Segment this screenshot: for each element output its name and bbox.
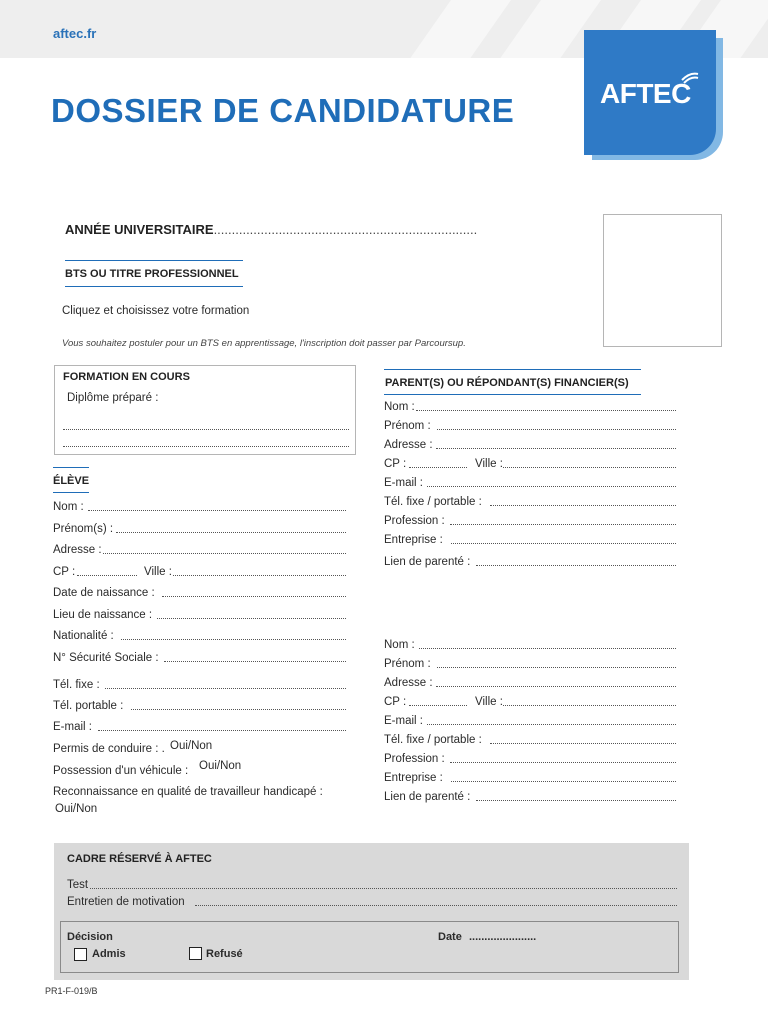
parent2-entreprise-label: Entreprise :: [384, 772, 443, 784]
eleve-tel-portable-label: Tél. portable :: [53, 700, 124, 712]
annee-universitaire: [65, 222, 477, 237]
parent1-entreprise-field[interactable]: [451, 534, 676, 544]
parent1-entreprise-label: Entreprise :: [384, 534, 443, 546]
parent2-lien-label: Lien de parenté :: [384, 791, 471, 803]
parent2-nom-label: Nom :: [384, 639, 415, 651]
eleve-cp-label: CP :: [53, 566, 76, 578]
parent1-email-field[interactable]: [427, 477, 676, 487]
parcoursup-note: Vous souhaitez postuler pour un BTS en apprentissage, l'inscription doit passer par Parcoursup.: [62, 338, 466, 349]
parent1-nom-label: Nom :: [384, 401, 415, 413]
parent1-lien-label: Lien de parenté :: [384, 556, 471, 568]
parent2-cp-label: CP :: [384, 696, 407, 708]
eleve-permis-value[interactable]: Oui/Non: [170, 740, 213, 752]
parent1-email-label: E-mail :: [384, 477, 423, 489]
eleve-rule-bottom: [53, 492, 89, 493]
parent2-adresse-field[interactable]: [436, 677, 676, 687]
parent2-ville-label: Ville :: [475, 696, 503, 708]
eleve-lieu-naissance-label: Lieu de naissance :: [53, 609, 153, 621]
parent1-lien-field[interactable]: [476, 556, 676, 566]
parent2-tel-field[interactable]: [490, 734, 676, 744]
parent2-entreprise-field[interactable]: [451, 772, 676, 782]
eleve-nationalite-field[interactable]: [121, 630, 346, 640]
eleve-email-field[interactable]: [98, 721, 346, 731]
diplome-line-1[interactable]: [63, 420, 349, 430]
eleve-secu-label: N° Sécurité Sociale :: [53, 652, 159, 664]
eleve-lieu-naissance-field[interactable]: [157, 609, 346, 619]
admis-label: Admis: [92, 948, 126, 960]
eleve-date-naissance-field[interactable]: [162, 587, 346, 597]
parents-rule-bottom: [384, 394, 641, 395]
annee-dots: .........................................................................: [213, 222, 478, 237]
photo-box: [603, 214, 722, 347]
parent2-adresse-label: Adresse :: [384, 677, 433, 689]
swoosh-icon: [680, 70, 700, 84]
parent2-cp-field[interactable]: [409, 696, 467, 706]
test-field[interactable]: [90, 879, 677, 889]
parent2-email-field[interactable]: [427, 715, 676, 725]
test-label: Test: [67, 879, 89, 891]
eleve-rqth-label: Reconnaissance en qualité de travailleur handicapé :: [53, 786, 323, 798]
eleve-vehicule-value[interactable]: Oui/Non: [199, 760, 242, 772]
formation-select[interactable]: Cliquez et choisissez votre formation: [62, 305, 250, 317]
parent1-cp-label: CP :: [384, 458, 407, 470]
form-code: PR1-F-019/B: [45, 986, 98, 996]
annee-label: ANNÉE UNIVERSITAIRE: [65, 222, 214, 237]
admis-checkbox[interactable]: [74, 948, 87, 961]
eleve-rqth-value[interactable]: Oui/Non: [55, 803, 98, 815]
logo-text: AFTEC: [600, 78, 691, 109]
parent2-prenom-field[interactable]: [437, 658, 676, 668]
eleve-adresse-field[interactable]: [103, 544, 346, 554]
bts-rule-bottom: [65, 286, 243, 287]
eleve-prenoms-label: Prénom(s) :: [53, 523, 114, 535]
parent1-adresse-field[interactable]: [436, 439, 676, 449]
parent1-profession-field[interactable]: [450, 515, 676, 525]
parent1-tel-label: Tél. fixe / portable :: [384, 496, 482, 508]
parent1-cp-field[interactable]: [409, 458, 467, 468]
page-title: DOSSIER DE CANDIDATURE: [51, 92, 515, 129]
parent1-prenom-field[interactable]: [437, 420, 676, 430]
parent1-nom-field[interactable]: [416, 401, 676, 411]
eleve-nom-field[interactable]: [88, 501, 346, 511]
parent2-nom-field[interactable]: [419, 639, 676, 649]
formation-heading: FORMATION EN COURS: [63, 371, 190, 383]
eleve-tel-fixe-label: Tél. fixe :: [53, 679, 100, 691]
eleve-adresse-label: Adresse :: [53, 544, 102, 556]
date-label: Date: [438, 931, 462, 943]
eleve-rule-top: [53, 467, 89, 468]
parents-heading: PARENT(S) OU RÉPONDANT(S) FINANCIER(S): [385, 377, 629, 389]
refuse-checkbox[interactable]: [189, 947, 202, 960]
eleve-permis-label: Permis de conduire : .: [53, 743, 165, 755]
diplome-line-2[interactable]: [63, 437, 349, 447]
eleve-vehicule-label: Possession d'un véhicule :: [53, 765, 189, 777]
eleve-cp-field[interactable]: [77, 566, 137, 576]
parent2-profession-field[interactable]: [450, 753, 676, 763]
parent2-ville-field[interactable]: [503, 696, 676, 706]
parent1-tel-field[interactable]: [490, 496, 676, 506]
eleve-ville-label: Ville :: [144, 566, 172, 578]
parent2-prenom-label: Prénom :: [384, 658, 431, 670]
decision-label: Décision: [67, 931, 113, 943]
bts-rule-top: [65, 260, 243, 261]
entretien-field[interactable]: [195, 896, 677, 906]
parent1-ville-label: Ville :: [475, 458, 503, 470]
decision-box: [60, 921, 679, 973]
entretien-label: Entretien de motivation: [67, 896, 185, 908]
parent1-prenom-label: Prénom :: [384, 420, 431, 432]
parent1-profession-label: Profession :: [384, 515, 445, 527]
eleve-tel-portable-field[interactable]: [131, 700, 346, 710]
parent2-profession-label: Profession :: [384, 753, 445, 765]
eleve-nationalite-label: Nationalité :: [53, 630, 114, 642]
eleve-heading: ÉLÈVE: [53, 475, 90, 487]
eleve-ville-field[interactable]: [173, 566, 346, 576]
parent2-email-label: E-mail :: [384, 715, 423, 727]
refuse-label: Refusé: [206, 948, 243, 960]
parents-rule-top: [384, 369, 641, 370]
reserved-heading: CADRE RÉSERVÉ À AFTEC: [67, 853, 212, 865]
date-dots[interactable]: ......................: [469, 931, 537, 943]
parent1-adresse-label: Adresse :: [384, 439, 433, 451]
aftec-logo: [584, 30, 716, 155]
parent2-lien-field[interactable]: [476, 791, 676, 801]
parent1-ville-field[interactable]: [503, 458, 676, 468]
eleve-prenoms-field[interactable]: [116, 523, 346, 533]
site-link[interactable]: aftec.fr: [53, 26, 97, 41]
eleve-tel-fixe-field[interactable]: [105, 679, 346, 689]
eleve-email-label: E-mail :: [53, 721, 92, 733]
eleve-date-naissance-label: Date de naissance :: [53, 587, 155, 599]
eleve-secu-field[interactable]: [164, 652, 346, 662]
eleve-nom-label: Nom :: [53, 501, 84, 513]
diplome-label: Diplôme préparé :: [67, 392, 159, 404]
bts-heading: BTS OU TITRE PROFESSIONNEL: [65, 268, 239, 280]
parent2-tel-label: Tél. fixe / portable :: [384, 734, 482, 746]
